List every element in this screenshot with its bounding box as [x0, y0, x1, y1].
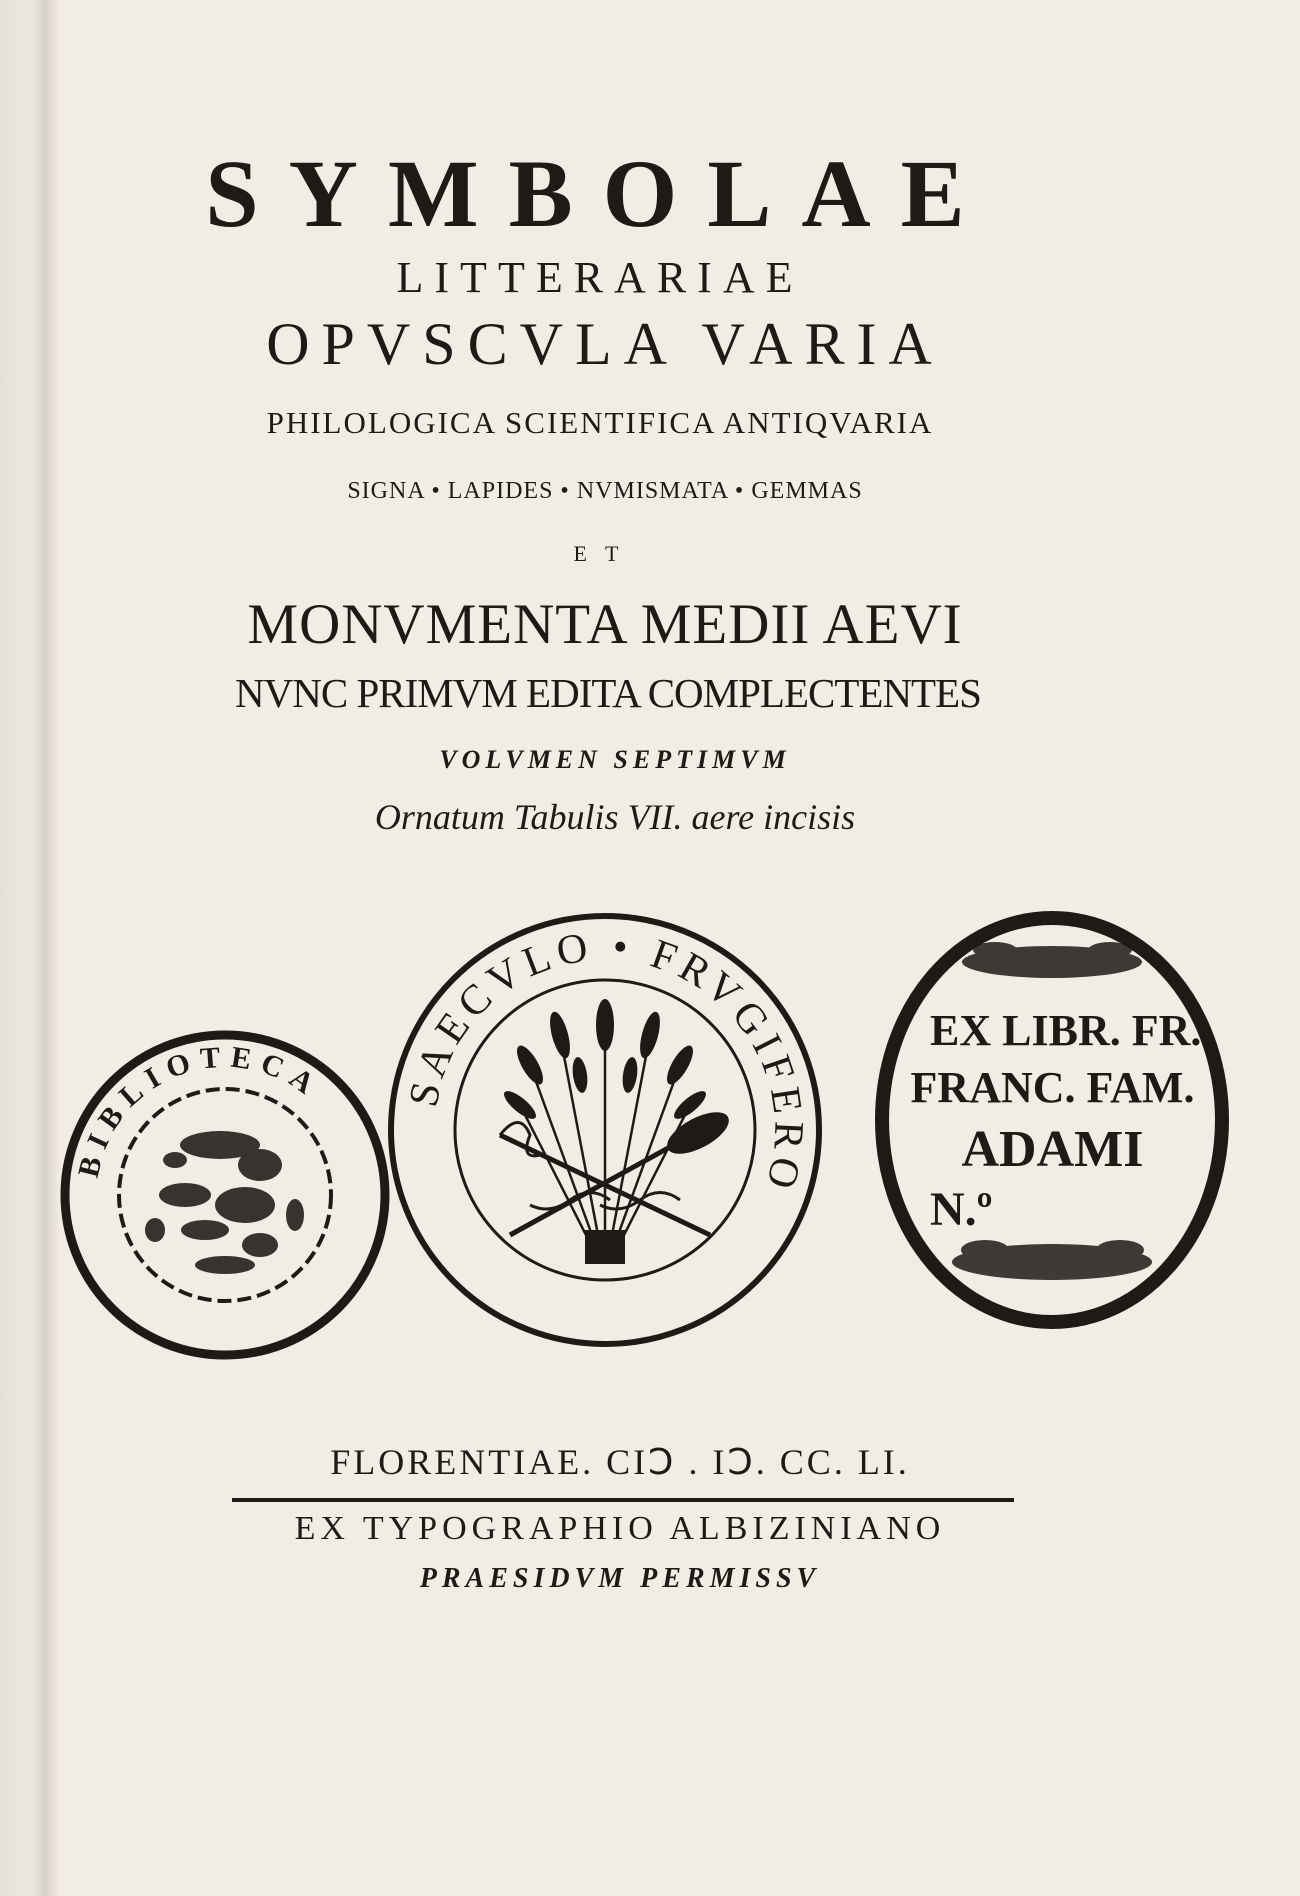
- ownership-stamp-right: [875, 910, 1230, 1330]
- subtitle-opuscula: OPVSCVLA VARIA: [266, 311, 944, 377]
- imprint-rule: [232, 1498, 1014, 1502]
- volume-label: VOLVMEN SEPTIMVM: [439, 745, 791, 774]
- conjunction-et: ET: [573, 541, 637, 566]
- main-title: SYMBOLAE: [205, 140, 995, 247]
- imprint-city-date: FLORENTIAE. CIↃ . IↃ. CC. LI.: [330, 1442, 910, 1482]
- left-seal-legend: BIBLIOTECA: [71, 1040, 328, 1181]
- center-seal-legend: SAECVLO • FRVGIFERO: [400, 923, 812, 1199]
- plates-note: Ornatum Tabulis VII. aere incisis: [374, 797, 856, 837]
- subtitle-signa: SIGNA • LAPIDES • NVMISMATA • GEMMAS: [347, 478, 863, 504]
- printer-device-seal: [380, 905, 830, 1355]
- right-stamp-line-3: ADAMI: [961, 1121, 1144, 1178]
- subtitle-philologica: PHILOLOGICA SCIENTIFICA ANTIQVARIA: [266, 405, 934, 440]
- imprint-printer: EX TYPOGRAPHIO ALBIZINIANO: [294, 1510, 946, 1547]
- library-stamp-left: [55, 1025, 395, 1365]
- imprint-permission: PRAESIDVM PERMISSV: [419, 1563, 821, 1594]
- right-stamp-line-4: N.º: [930, 1183, 993, 1236]
- subtitle-monumenta: MONVMENTA MEDII AEVI: [247, 593, 963, 656]
- page-edge: [0, 0, 44, 1896]
- subtitle-litterariae: LITTERARIAE: [396, 253, 804, 302]
- subtitle-nunc: NVNC PRIMVM EDITA COMPLECTENTES: [235, 670, 981, 716]
- gutter-shadow: [44, 0, 60, 1896]
- right-stamp-line-2: FRANC. FAM.: [910, 1063, 1195, 1112]
- right-stamp-line-1: EX LIBR. FR.: [930, 1006, 1202, 1055]
